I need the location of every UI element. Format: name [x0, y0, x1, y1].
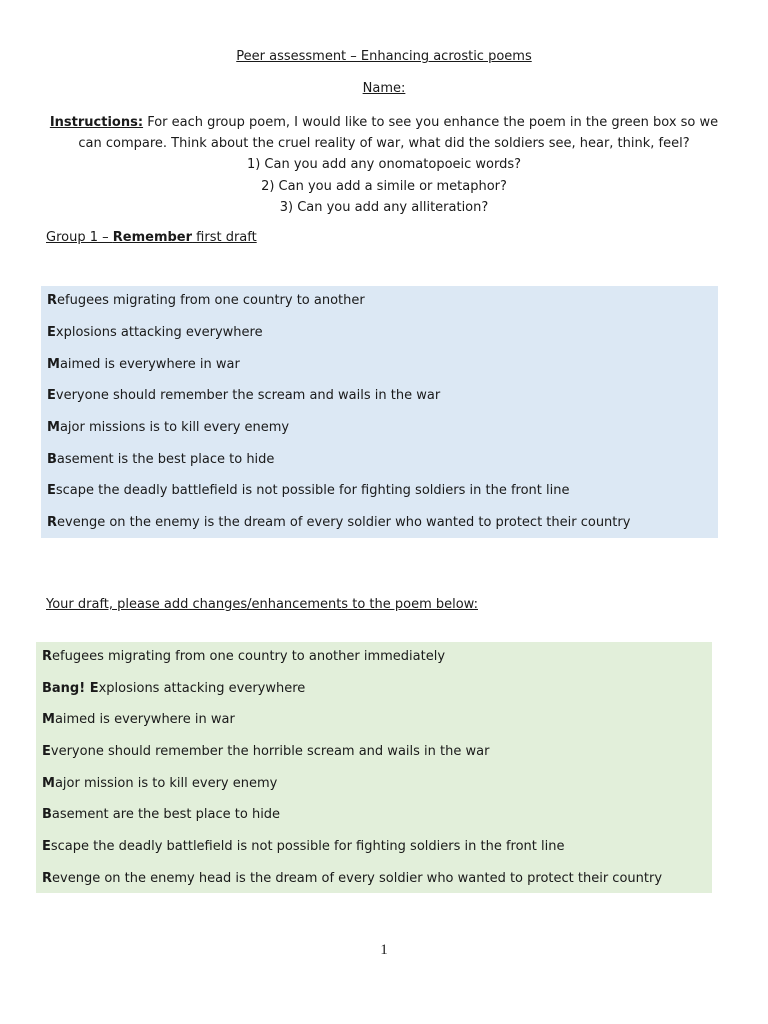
poem-line: Explosions attacking everywhere — [47, 325, 263, 340]
group-prefix: Group 1 – — [46, 230, 113, 245]
page-number: 1 — [380, 942, 388, 958]
draft-heading: Your draft, please add changes/enhancements to the poem below: — [46, 597, 478, 612]
question-item: 3) Can you add any alliteration? — [279, 200, 489, 215]
instruction-questions — [0, 154, 768, 219]
poem-line: Basement is the best place to hide — [47, 452, 275, 467]
instructions-text: For each group poem, I would like to see you enhance the poem in the green box so we can compare. Think about the cruel reality of war, what did the soldiers see, hear, think, feel? — [78, 115, 719, 151]
first-draft-box — [41, 286, 718, 538]
name-label: Name: — [362, 81, 406, 96]
instructions-paragraph — [40, 112, 728, 154]
poem-line: Major missions is to kill every enemy — [47, 420, 290, 435]
poem-line: Bang! Explosions attacking everywhere — [42, 681, 306, 696]
poem-line: Everyone should remember the scream and wails in the war — [47, 388, 441, 403]
instructions-label: Instructions: — [49, 115, 144, 130]
poem-line: Major mission is to kill every enemy — [42, 776, 278, 791]
poem-line: Revenge on the enemy is the dream of every soldier who wanted to protect their country — [47, 515, 631, 530]
question-item: 1) Can you add any onomatopoeic words? — [246, 157, 522, 172]
poem-line: Basement are the best place to hide — [42, 807, 281, 822]
poem-line: Maimed is everywhere in war — [42, 712, 235, 727]
poem-line: Escape the deadly battlefield is not possible for fighting soldiers in the front line — [42, 839, 565, 854]
poem-line: Everyone should remember the horrible scream and wails in the war — [42, 744, 490, 759]
poem-line: Escape the deadly battlefield is not possible for fighting soldiers in the front line — [47, 483, 570, 498]
poem-line: Refugees migrating from one country to another — [47, 293, 365, 308]
document-title: Peer assessment – Enhancing acrostic poems — [236, 49, 532, 64]
poem-line: Revenge on the enemy head is the dream of every soldier who wanted to protect their country — [42, 871, 663, 886]
poem-line: Refugees migrating from one country to another immediately — [42, 649, 446, 664]
poem-line: Maimed is everywhere in war — [47, 357, 240, 372]
group-heading — [46, 230, 257, 245]
question-item: 2) Can you add a simile or metaphor? — [261, 178, 507, 194]
group-word: Remember — [112, 230, 193, 245]
group-suffix: first draft — [192, 230, 257, 245]
your-draft-box — [36, 642, 712, 893]
